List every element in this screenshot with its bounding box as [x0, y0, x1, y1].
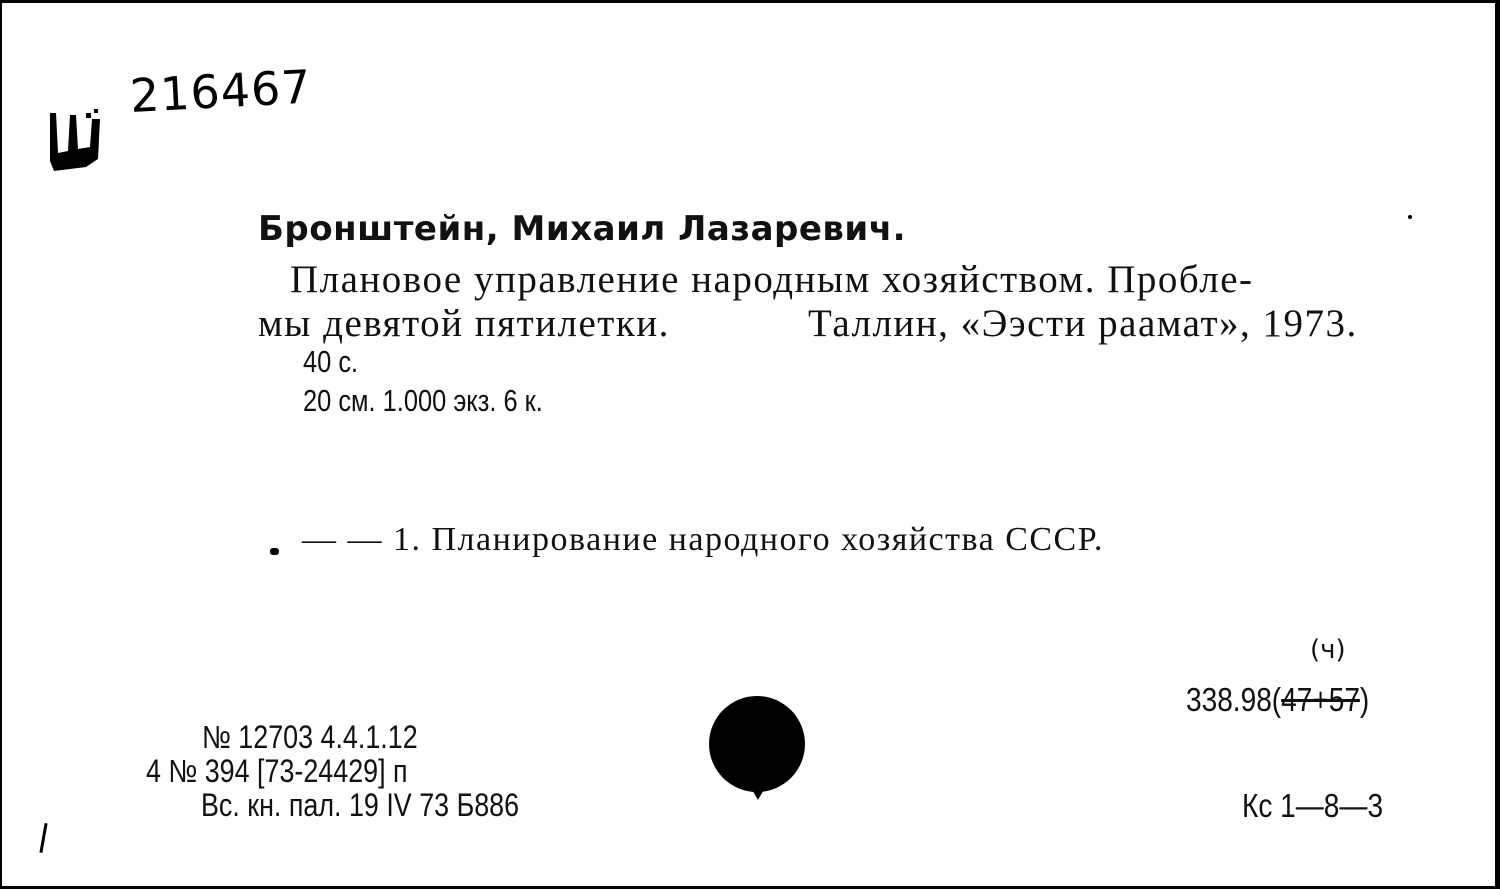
subject-bullet-icon [270, 548, 279, 555]
ink-speck [1408, 215, 1412, 219]
title-line-1: Плановое управление народным хозяйством. Пробле- [290, 258, 1254, 301]
inventory-number: 216467 [128, 59, 313, 123]
pencil-mark [39, 823, 47, 853]
punch-hole [709, 696, 805, 792]
title-line-2: мы девятой пятилетки. [258, 302, 670, 345]
punch-hole-tip [750, 786, 766, 800]
chamber-print-date: Вс. кн. пал. 19 IV 73 Б886 [201, 787, 520, 823]
printing-number: 4 № 394 [73-24429] п [146, 753, 408, 789]
subject-heading: — — 1. Планирование народного хозяйства СССР. [302, 521, 1104, 558]
handwritten-note: (ч) [1310, 635, 1346, 665]
class-code: Кс 1—8—3 [1242, 787, 1384, 824]
udc-struck-code: 47+57 [1281, 681, 1360, 718]
page-count: 40 с. [303, 344, 359, 379]
order-number: № 12703 4.4.1.12 [202, 719, 418, 755]
author-heading: Бронштейн, Михаил Лазаревич. [258, 209, 907, 249]
physical-description: 20 см. 1.000 экз. 6 к. [303, 383, 543, 418]
publication-place-publisher-year: Таллин, «Ээсти раамат», 1973. [808, 302, 1358, 345]
udc-classification [1186, 681, 1369, 719]
udc-prefix: 338.98( [1186, 681, 1282, 718]
udc-suffix: ) [1359, 681, 1370, 718]
library-stamp-icon [46, 101, 108, 173]
